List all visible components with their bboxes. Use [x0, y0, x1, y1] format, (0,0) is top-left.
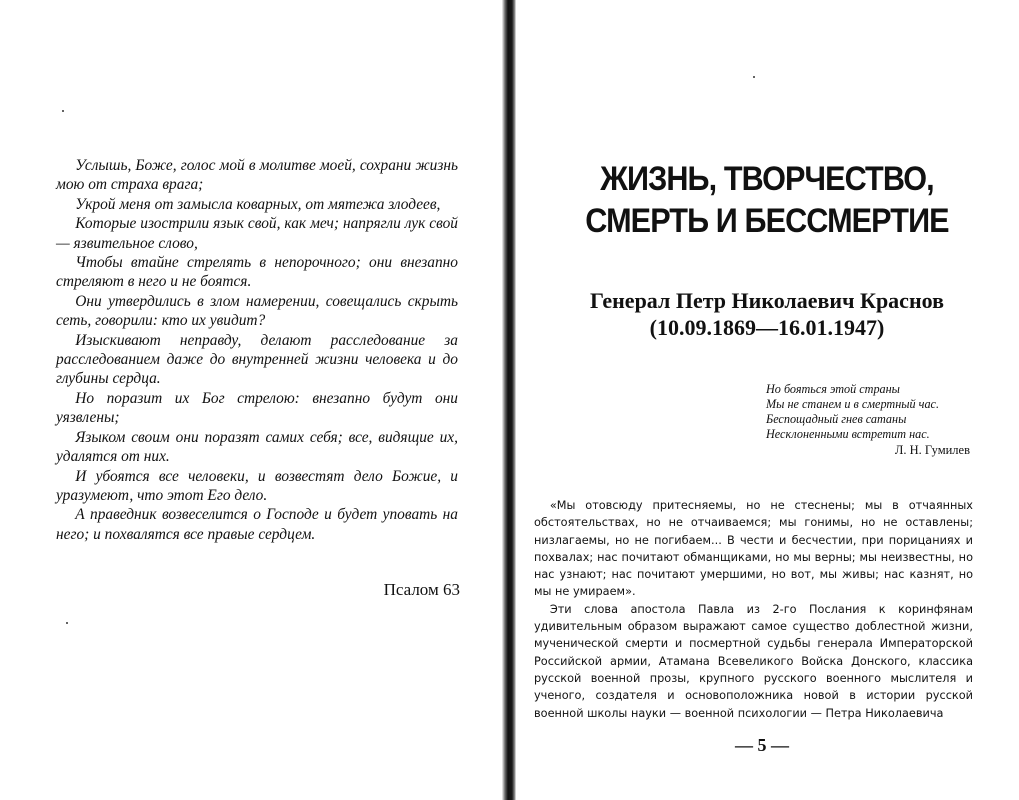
psalm-source: Псалом 63	[383, 580, 460, 599]
chapter-title-line: ЖИЗНЬ, ТВОРЧЕСТВО,	[600, 160, 934, 198]
epigraph-line: Беспощадный гнев сатаны	[766, 412, 907, 426]
page-number: — 5 —	[735, 735, 789, 755]
psalm-verse: Они утвердились в злом намерении, совещались скрыть сеть, говорили: кто их увидит?	[56, 292, 458, 330]
epigraph-author: Л. Н. Гумилев	[894, 443, 970, 457]
psalm-verse: Языком своим они поразят самих себя; все, видящие их, удалятся от них.	[56, 428, 458, 466]
psalm-verse: Укрой меня от замысла коварных, от мятежа злодеев,	[75, 195, 441, 213]
body-paragraph: «Мы отовсюду притесняемы, но не стеснены; мы в отчаянных обстоятельствах, но не отчаиваемся; мы гонимы, но не оставлены; низлагаемы, но не погибаем... В чести и бесчестии, при порицаниях и похвалах; нас почитают обманщиками, но мы верны; мы неизвестны, но нас узнают; нас почитают умершими, но вот, мы живы; нас казнят, но мы не умираем».	[534, 499, 973, 599]
psalm-verse: А праведник возвеселится о Господе и будет уповать на него; и похвалятся все правые сердцем.	[56, 506, 458, 543]
psalm-verse: И убоятся все человеки, и возвестят дело Божие, и уразумеют, что этот Его дело.	[56, 467, 458, 504]
epigraph-line: Несклоненными встретит нас.	[766, 427, 930, 441]
scan-speck	[62, 110, 64, 112]
body-paragraph: Эти слова апостола Павла из 2-го Послания к коринфянам удивительным образом выражают самое существо доблестной жизни, мученической смерти и посмертной судьбы генерала Императорской Российской армии, Атамана Всевеликого Войска Донского, классика русской военной прозы, крупного русского военного мыслителя и ученого, создателя и основоположника новой в истории русской военной школы науки — военной психологии — Петра Николаевича	[534, 602, 973, 720]
scan-speck	[66, 622, 68, 624]
chapter-title	[565, 158, 970, 242]
chapter-title-line: СМЕРТЬ И БЕССМЕРТИЕ	[585, 202, 949, 240]
scan-speck	[753, 76, 755, 78]
left-page	[0, 0, 500, 800]
epigraph	[766, 382, 976, 442]
psalm-text	[56, 156, 458, 544]
psalm-verse: Услышь, Боже, голос мой в молитве моей, сохрани жизнь мою от страха врага;	[56, 157, 458, 194]
author-name: Генерал Петр Николаевич Краснов	[590, 288, 944, 313]
right-page	[512, 0, 1019, 800]
psalm-verse: Изыскивают неправду, делают расследование за расследованием даже до внутренней жизни человека и до глубины сердца.	[56, 331, 458, 388]
psalm-verse: Которые изострили язык свой, как меч; напрягли лук свой — язвительное слово,	[56, 215, 458, 252]
epigraph-line: Но бояться этой страны	[766, 382, 900, 396]
author-dates: (10.09.1869—16.01.1947)	[649, 315, 885, 340]
author-heading	[532, 287, 1002, 341]
body-text	[534, 497, 973, 722]
psalm-verse: Чтобы втайне стрелять в непорочного; они внезапно стреляют в него и не боятся.	[56, 254, 458, 291]
epigraph-line: Мы не станем и в смертный час.	[766, 397, 939, 411]
psalm-verse: Но поразит их Бог стрелою: внезапно будут они уязвлены;	[56, 389, 458, 427]
